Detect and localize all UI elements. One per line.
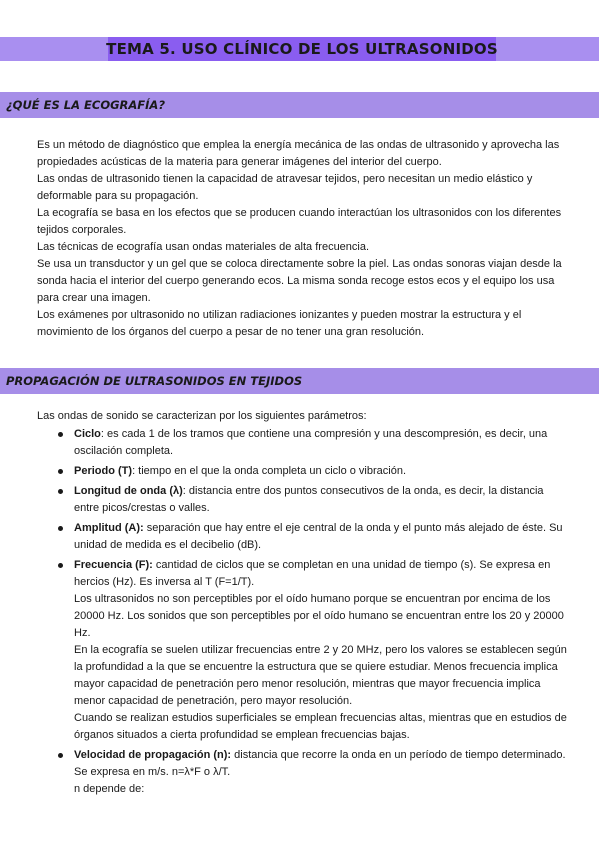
- section-header-propagacion: [0, 368, 599, 394]
- paragraph: Las ondas de ultrasonido tienen la capacidad de atravesar tejidos, pero necesitan un medio elástico y deformable para su propagación.: [37, 173, 533, 202]
- term: Longitud de onda (λ): [74, 485, 183, 497]
- intro-text: Las ondas de sonido se caracterizan por los siguientes parámetros:: [37, 410, 367, 422]
- term: Periodo (T): [74, 465, 133, 477]
- list-item: [58, 520, 568, 554]
- paragraph: Los exámenes por ultrasonido no utilizan radiaciones ionizantes y pueden mostrar la estructura y el movimiento de los órganos del cuerpo a pesar de no tener una gran resolución.: [37, 309, 522, 338]
- definition: tiempo en el que la onda completa un ciclo o vibración.: [135, 465, 407, 477]
- sub-paragraph: Los ultrasonidos no son perceptibles por el oído humano porque se encuentran por encima de los 20000 Hz. Los sonidos que son perceptibles por el oído humano se encuentran entre los 20 y 20000 Hz.: [74, 593, 564, 639]
- definition: distancia entre dos puntos consecutivos de la onda, es decir, la distancia entre picos/crestas o valles.: [74, 485, 544, 514]
- paragraph: Es un método de diagnóstico que emplea la energía mecánica de las ondas de ultrasonido y aprovecha las propiedades acústicas de la materia para generar imágenes del interior del cuerpo.: [37, 139, 560, 168]
- section-header-ecografia: [0, 92, 599, 118]
- section-heading: ¿QUÉ ES LA ECOGRAFÍA?: [6, 98, 165, 112]
- bullet-icon: [58, 563, 63, 568]
- section1-body: [37, 137, 569, 341]
- bullet-icon: [58, 469, 63, 474]
- sub-paragraph: n depende de:: [74, 783, 145, 795]
- paragraph: Las técnicas de ecografía usan ondas materiales de alta frecuencia.: [37, 241, 370, 253]
- definition: distancia que recorre la onda en un período de tiempo determinado. Se expresa en m/s. n=λ*F o λ/T.: [74, 749, 566, 778]
- list-item: [58, 557, 568, 744]
- list-item: Periodo (T): tiempo en el que la onda completa un ciclo o vibración.: [58, 463, 568, 480]
- list-item: Longitud de onda (λ): distancia entre dos puntos consecutivos de la onda, es decir, la distancia entre picos/crestas o valles.: [58, 483, 568, 517]
- term: Frecuencia (F):: [74, 559, 153, 571]
- section-heading: PROPAGACIÓN DE ULTRASONIDOS EN TEJIDOS: [6, 374, 303, 388]
- term: Amplitud (A):: [74, 522, 144, 534]
- bullet-icon: [58, 489, 63, 494]
- definition: separación que hay entre el eje central de la onda y el punto más alejado de éste. Su unidad de medida es el decibelio (dB).: [74, 522, 563, 551]
- definition: cantidad de ciclos que se completan en una unidad de tiempo (s). Se expresa en hercios (Hz). Es inversa al T (F=1/T).: [74, 559, 551, 588]
- bullet-icon: [58, 753, 63, 758]
- parameter-list: [58, 426, 568, 801]
- definition: es cada 1 de los tramos que contiene una compresión y una descompresión, es decir, una oscilación completa.: [74, 428, 548, 457]
- list-item: Ciclo: es cada 1 de los tramos que contiene una compresión y una descompresión, es decir, una oscilación completa.: [58, 426, 568, 460]
- sub-paragraph: Cuando se realizan estudios superficiales se emplean frecuencias altas, mientras que en estudios de órganos situados a cierta profundidad se emplean frecuencias bajas.: [74, 712, 567, 741]
- paragraph: Se usa un transductor y un gel que se coloca directamente sobre la piel. Las ondas sonoras viajan desde la sonda hacia el interior del cuerpo generando ecos. La misma sonda recoge estos ecos y el equipo los usa para crear una imagen.: [37, 258, 562, 304]
- paragraph: La ecografía se basa en los efectos que se producen cuando interactúan los ultrasonidos con los diferentes tejidos corporales.: [37, 207, 562, 236]
- bullet-icon: [58, 526, 63, 531]
- page-title: TEMA 5. USO CLÍNICO DE LOS ULTRASONIDOS: [106, 40, 498, 58]
- title-box: [108, 37, 496, 61]
- term: Velocidad de propagación (n):: [74, 749, 232, 761]
- section2-intro: [37, 408, 569, 425]
- term: Ciclo: [74, 428, 101, 440]
- list-item: [58, 747, 568, 798]
- bullet-icon: [58, 432, 63, 437]
- sub-paragraph: En la ecografía se suelen utilizar frecuencias entre 2 y 20 MHz, pero los valores se establecen según la profundidad a la que se encuentre la estructura que se quiere estudiar. Menos frecuencia implica mayor capacidad de penetración pero menor resolución, mientras que mayor frecuencia implica menor capacidad de penetración, pero mayor resolución.: [74, 644, 567, 707]
